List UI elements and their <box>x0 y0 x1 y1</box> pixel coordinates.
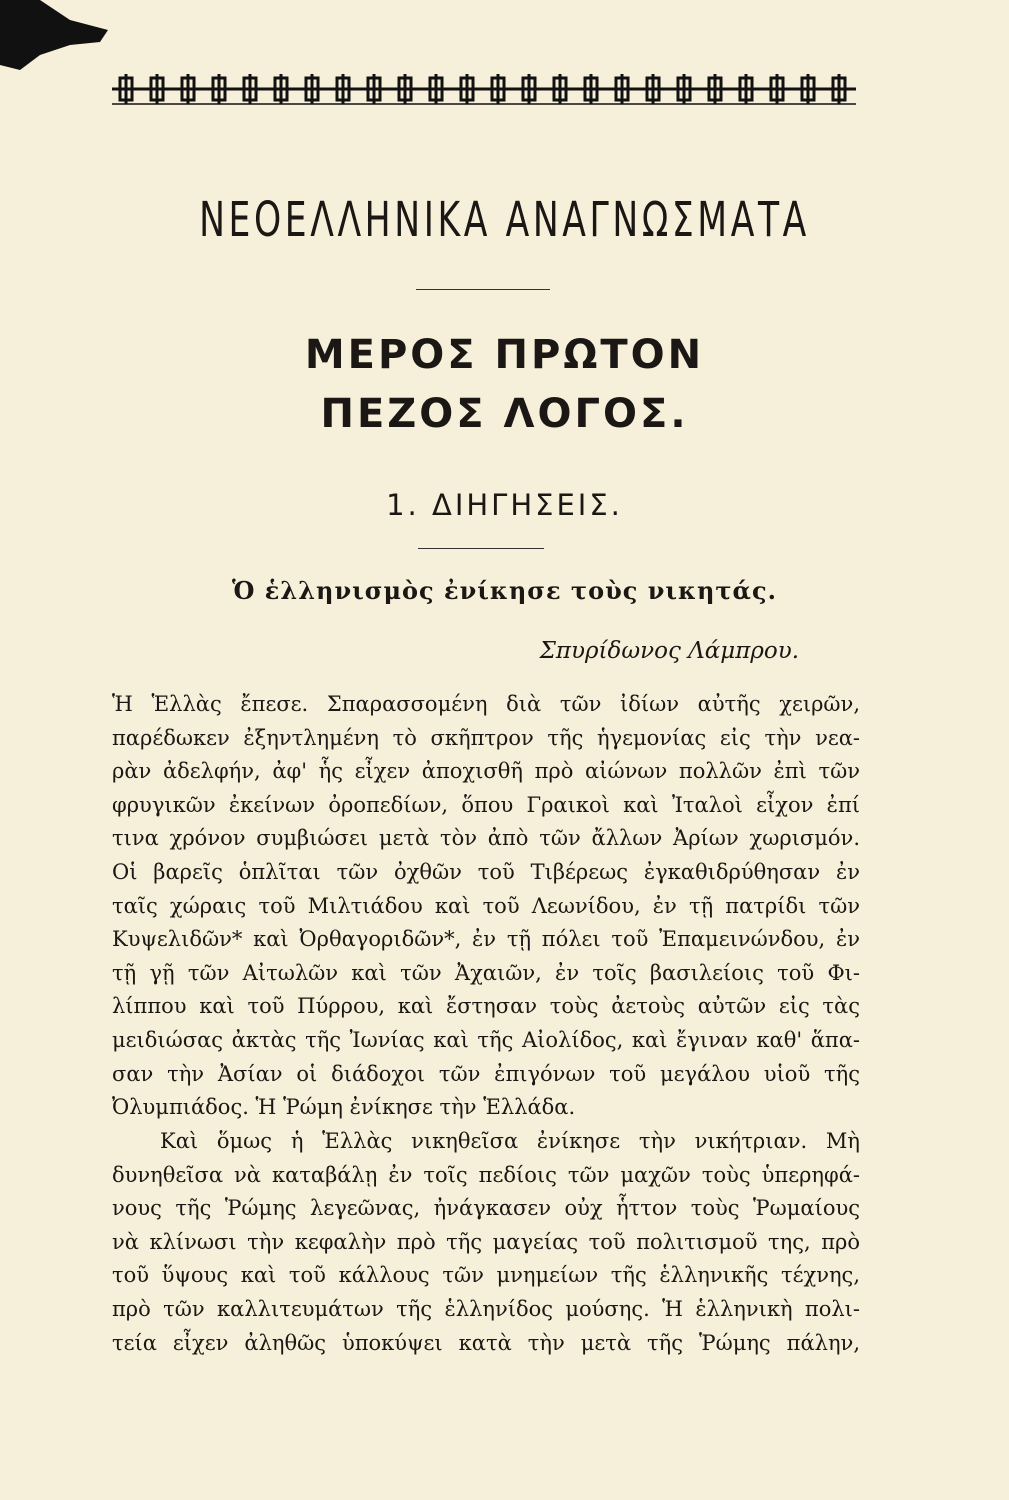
text-line: δυνηθεῖσα νὰ καταβάλῃ ἐν τοῖς πεδίοις τῶν μαχῶν τοὺς ὑπερηφά- <box>112 1162 860 1187</box>
text-line: Ἡ Ἑλλὰς ἔπεσε. Σπαρασσομένη διὰ τῶν ἰδίων αὐτῆς χειρῶν, <box>112 692 860 716</box>
text-line: λίππου καὶ τοῦ Πύρρου, καὶ ἔστησαν τοὺς ἀετοὺς αὐτῶν εἰς τὰς <box>112 994 860 1019</box>
text-line: πρὸ τῶν καλλιτευμάτων τῆς ἑλληνίδος μούσης. Ἡ ἑλληνικὴ πολι- <box>112 1296 860 1321</box>
text-line: νὰ κλίνωσι τὴν κεφαλὴν πρὸ τῆς μαγείας τοῦ πολιτισμοῦ της, πρὸ <box>112 1229 860 1254</box>
text-line: μειδιώσας ἀκτὰς τῆς Ἰωνίας καὶ τῆς Αἰολίδος, καὶ ἔγιναν καθ' ἅπα- <box>112 1027 860 1052</box>
article-author: Σπυρίδωνος Λάμπρου. <box>539 638 799 664</box>
part-heading-line2: ΠΕΖΟΣ ΛΟΓΟΣ. <box>320 391 689 437</box>
paragraph-1 <box>112 688 860 1125</box>
text-line: τεία εἶχεν ἀληθῶς ὑποκύψει κατὰ τὴν μετὰ τῆς Ῥώμης πάλην, <box>112 1330 860 1355</box>
text-line: νους τῆς Ῥώμης λεγεῶνας, ἠνάγκασεν οὐχ ἧττον τοὺς Ῥωμαίους <box>112 1196 860 1221</box>
part-heading-line1: ΜΕΡΟΣ ΠΡΩΤΟΝ <box>304 332 705 378</box>
article-title: Ὁ ἑλληνισμὸς ἐνίκησε τοὺς νικητάς. <box>232 576 777 605</box>
text-line: Ὀλυμπιάδος. Ἡ Ῥώμη ἐνίκησε τὴν Ἑλλάδα. <box>112 1095 576 1120</box>
text-line: ταῖς χώραις τοῦ Μιλτιάδου καὶ τοῦ Λεωνίδου, ἐν τῇ πατρίδι τῶν <box>112 893 860 918</box>
text-line: τῇ γῇ τῶν Αἰτωλῶν καὶ τῶν Ἀχαιῶν, ἐν τοῖς βασιλείοις τοῦ Φι- <box>112 960 860 985</box>
text-line: σαν τὴν Ἀσίαν οἱ διάδοχοι τῶν ἐπιγόνων τοῦ μεγάλου υἱοῦ τῆς <box>112 1061 860 1086</box>
corner-ink-mark <box>0 0 110 70</box>
text-line: παρέδωκεν ἐξηντλημένη τὸ σκῆπτρον τῆς ἡγεμονίας εἰς τὴν νεα- <box>112 725 860 750</box>
section-heading: 1. ΔΙΗΓΗΣΕΙΣ. <box>386 488 623 522</box>
text-line: τοῦ ὕψους καὶ τοῦ κάλλους τῶν μνημείων τῆς ἑλληνικῆς τέχνης, <box>112 1263 860 1288</box>
text-line: τινα χρόνον συμβιώσει μετὰ τὸν ἀπὸ τῶν ἄλλων Ἀρίων χωρισμόν. <box>112 826 860 851</box>
text-line: Κυψελιδῶν* καὶ Ὀρθαγοριδῶν*, ἐν τῇ πόλει τοῦ Ἐπαμεινώνδου, ἐν <box>112 927 860 952</box>
section-divider <box>418 548 544 549</box>
title-divider <box>416 289 550 290</box>
text-line: ρὰν ἀδελφήν, ἀφ' ἧς εἶχεν ἀποχισθῆ πρὸ αἰώνων πολλῶν ἐπὶ τῶν <box>112 759 860 784</box>
text-line: Καὶ ὅμως ἡ Ἑλλὰς νικηθεῖσα ἐνίκησε τὴν νικήτριαν. Μὴ <box>160 1129 860 1153</box>
book-title: ΝΕΟΕΛΛΗΝΙΚΑ ΑΝΑΓΝΩΣΜΑΤΑ <box>199 192 810 248</box>
text-line: Οἱ βαρεῖς ὁπλῖται τῶν ὀχθῶν τοῦ Τιβέρεως ἐγκαθιδρύθησαν ἐν <box>112 859 860 884</box>
decorative-border-ornament <box>112 72 856 106</box>
paragraph-2 <box>112 1125 860 1360</box>
text-line: φρυγικῶν ἐκείνων ὀροπεδίων, ὅπου Γραικοὶ καὶ Ἰταλοὶ εἶχον ἐπί <box>112 792 860 817</box>
